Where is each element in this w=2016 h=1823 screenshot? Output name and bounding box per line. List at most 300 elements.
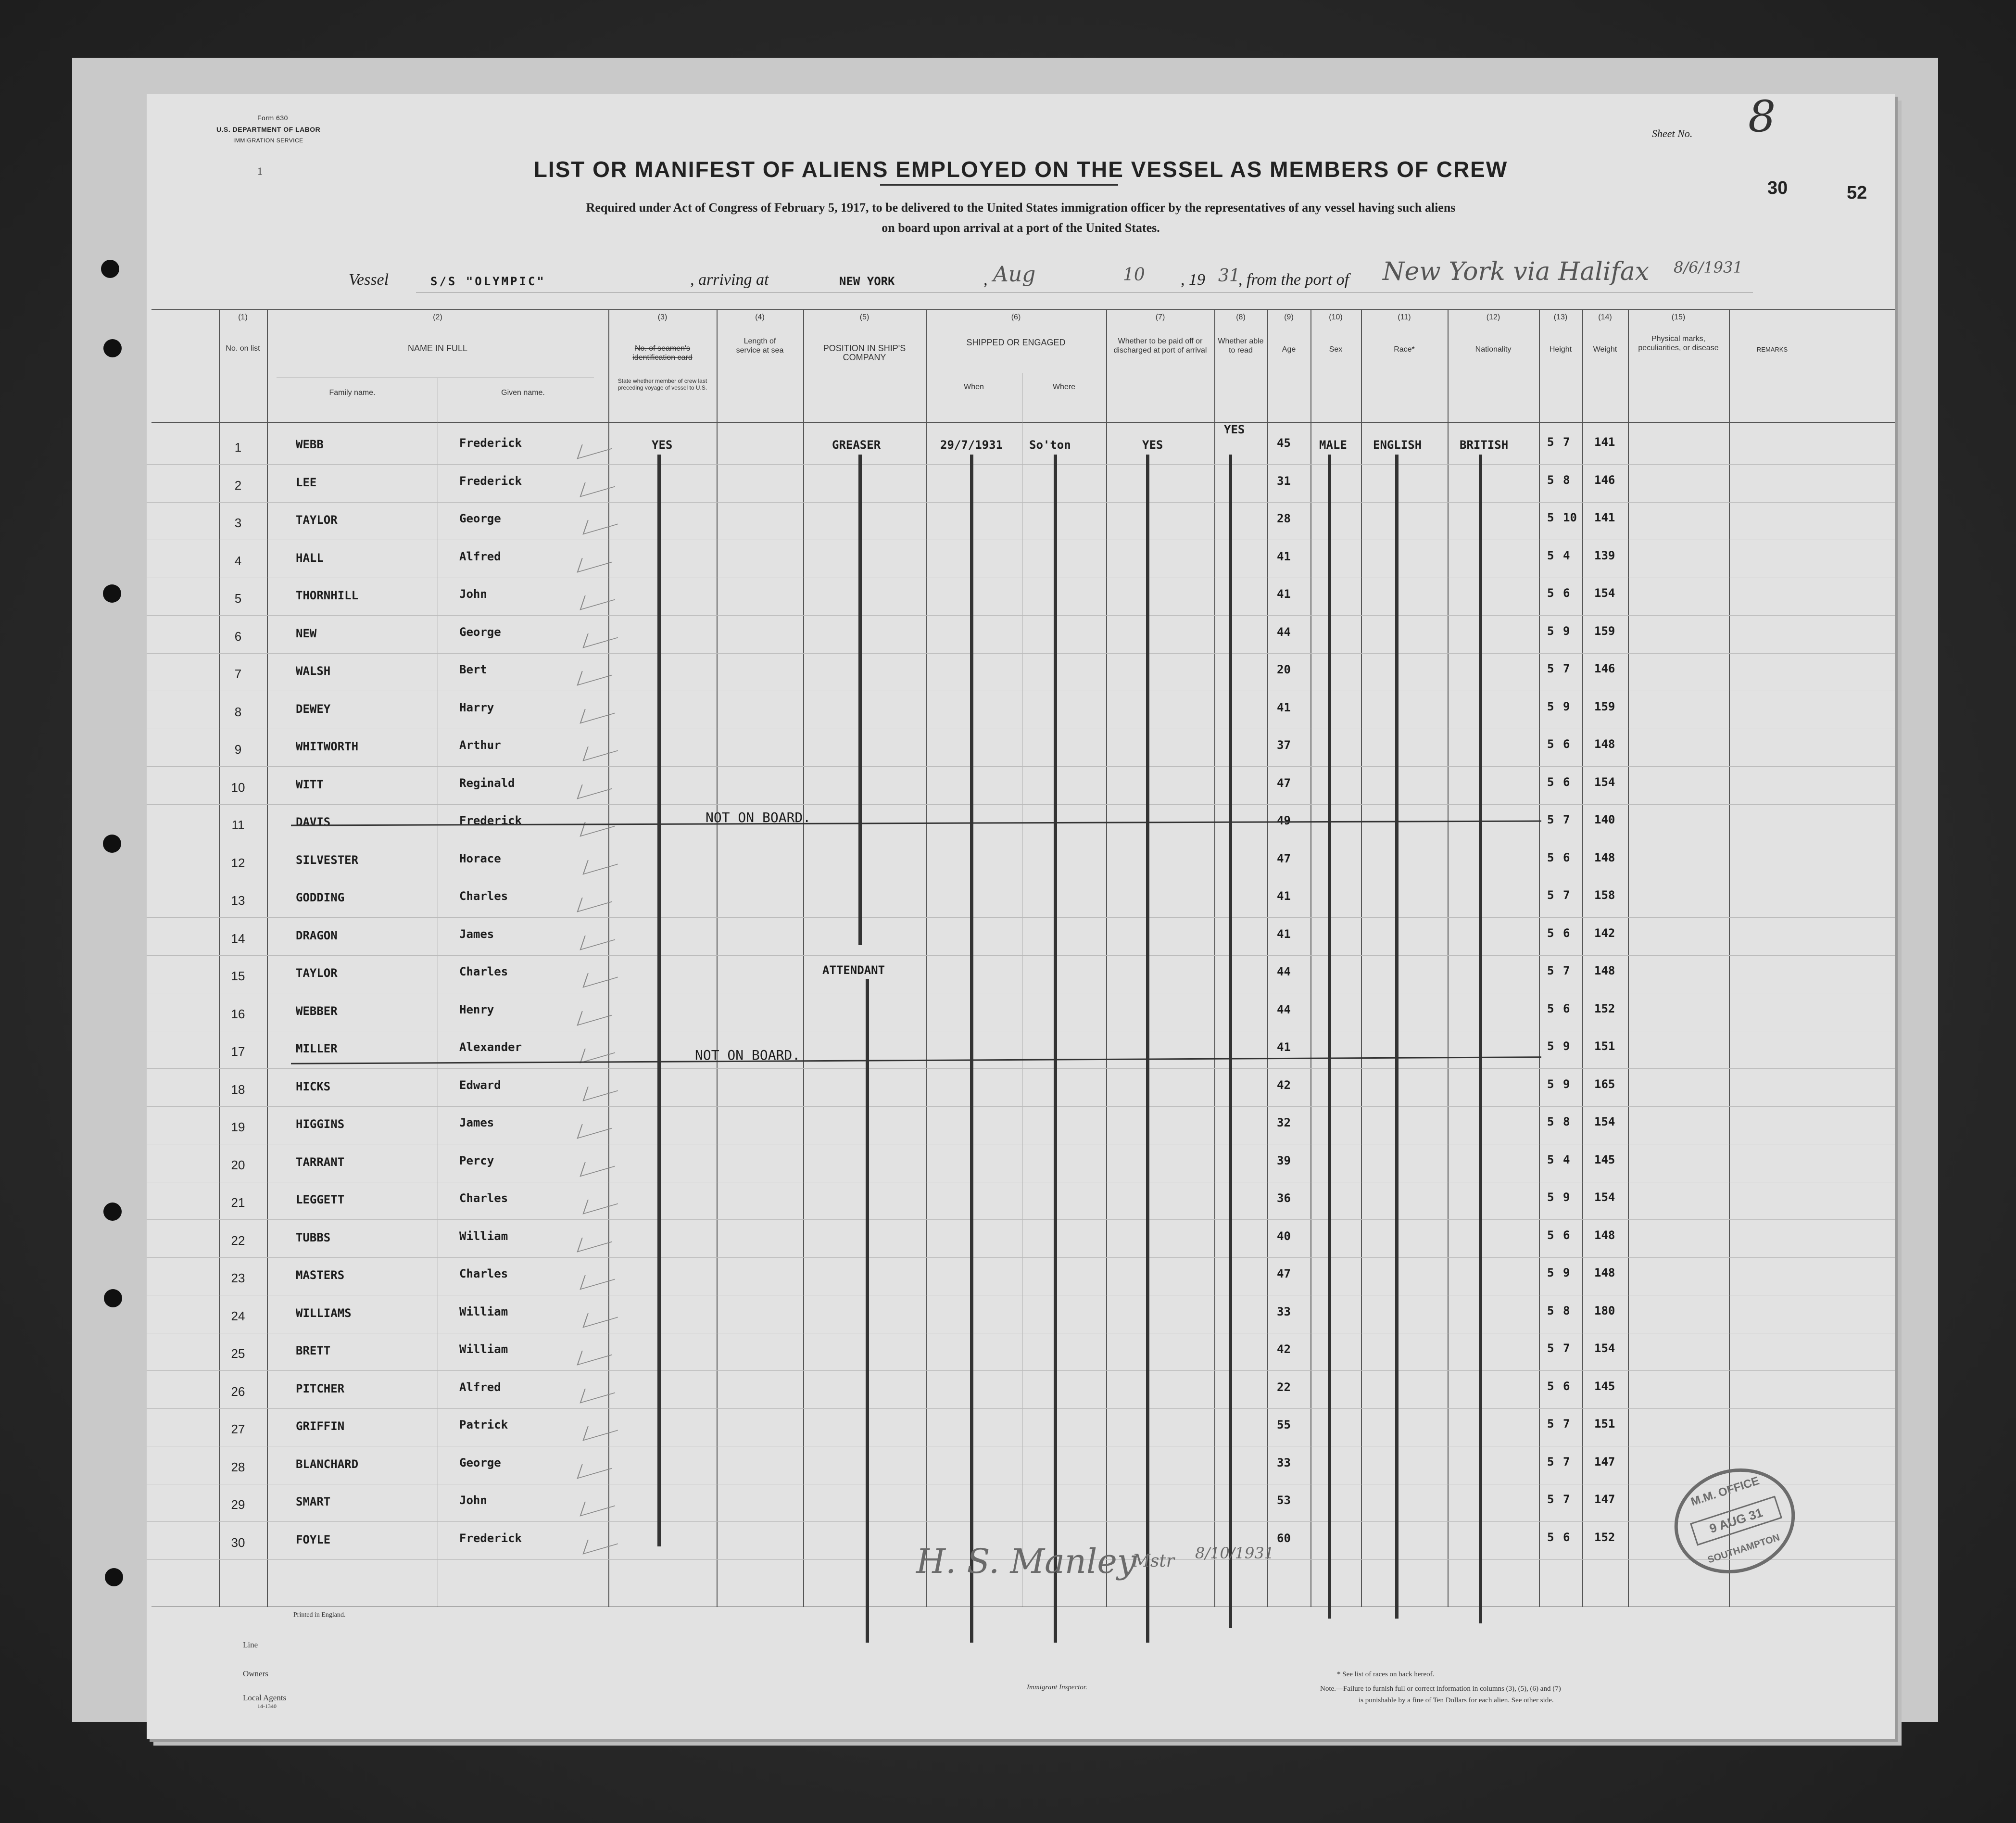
given-name: John xyxy=(459,587,487,601)
subtitle-line-1: Required under Act of Congress of February 5, 1917, to be delivered to the United States immigration officer by the representatives of any vessel having such aliens xyxy=(586,201,1456,215)
family-name: THORNHILL xyxy=(296,589,359,602)
col-line xyxy=(1539,309,1540,1607)
weight: 154 xyxy=(1594,775,1615,789)
check-mark-icon xyxy=(580,1152,619,1177)
weight: 141 xyxy=(1594,435,1615,449)
age: 42 xyxy=(1277,1342,1291,1356)
given-name: Reginald xyxy=(459,776,515,790)
check-mark-icon xyxy=(577,887,617,912)
age: 41 xyxy=(1277,549,1291,563)
weight: 142 xyxy=(1594,926,1615,940)
given-name: Patrick xyxy=(459,1418,508,1431)
weight: 159 xyxy=(1594,699,1615,713)
col-line xyxy=(608,309,609,1607)
height-inches: 7 xyxy=(1563,662,1570,675)
check-mark-icon xyxy=(582,1076,622,1101)
not-on-board-note: NOT ON BOARD. xyxy=(706,810,811,825)
weight: 147 xyxy=(1594,1455,1615,1469)
height-feet: 5 xyxy=(1547,1077,1554,1091)
punch-hole xyxy=(105,1568,123,1586)
footer-agents-label: Local Agents xyxy=(243,1693,287,1702)
col-3-note: State whether member of crew last preceding voyage of vessel to U.S. xyxy=(617,378,707,391)
weight: 140 xyxy=(1594,813,1615,826)
col-6-number: (6) xyxy=(1011,313,1021,321)
row-number: 24 xyxy=(231,1308,245,1323)
given-name: Henry xyxy=(459,1002,494,1016)
given-name: Charles xyxy=(459,889,508,903)
given-name: William xyxy=(459,1342,508,1356)
height-feet: 5 xyxy=(1547,1342,1554,1355)
age: 33 xyxy=(1277,1456,1291,1469)
department: U.S. DEPARTMENT OF LABOR xyxy=(216,126,321,133)
row-number: 20 xyxy=(231,1157,245,1172)
col-15-header: Physical marks, peculiarities, or disease xyxy=(1638,335,1719,352)
from-date: 8/6/1931 xyxy=(1674,258,1743,277)
height-feet: 5 xyxy=(1547,1455,1554,1469)
row-rule xyxy=(147,615,1895,616)
age: 49 xyxy=(1277,814,1291,827)
paid-off-value: YES xyxy=(1142,438,1163,452)
height-feet: 5 xyxy=(1547,775,1554,789)
height-inches: 9 xyxy=(1563,1190,1570,1204)
weight: 148 xyxy=(1594,737,1615,751)
height-inches: 6 xyxy=(1563,737,1570,751)
corner-number-b: 52 xyxy=(1847,183,1867,203)
weight: 148 xyxy=(1594,1228,1615,1242)
height-feet: 5 xyxy=(1547,813,1554,826)
row-number: 17 xyxy=(231,1044,245,1059)
family-name: BLANCHARD xyxy=(296,1457,359,1471)
age: 40 xyxy=(1277,1229,1291,1243)
col-line xyxy=(1214,309,1215,1607)
title-underline xyxy=(880,184,1118,186)
row-number: 7 xyxy=(234,667,242,681)
office-stamp xyxy=(1661,1453,1809,1589)
check-mark-icon xyxy=(582,1530,622,1554)
height-inches: 9 xyxy=(1563,699,1570,713)
check-mark-icon xyxy=(577,1114,617,1139)
height-inches: 7 xyxy=(1563,964,1570,977)
weight: 148 xyxy=(1594,964,1615,977)
given-name: Frederick xyxy=(459,436,522,450)
ditto-line xyxy=(657,455,661,1546)
not-on-board-note: NOT ON BOARD. xyxy=(695,1047,801,1063)
row-number: 30 xyxy=(231,1535,245,1550)
position-value: GREASER xyxy=(832,438,881,452)
col-3-number: (3) xyxy=(657,313,668,321)
given-name: Harry xyxy=(459,700,494,714)
height-inches: 6 xyxy=(1563,1379,1570,1393)
signature-date: 8/10/1931 xyxy=(1195,1544,1274,1562)
row-number: 8 xyxy=(234,704,242,719)
col-14-header: Weight xyxy=(1593,345,1617,354)
age: 53 xyxy=(1277,1494,1291,1507)
height-feet: 5 xyxy=(1547,511,1554,524)
age: 55 xyxy=(1277,1418,1291,1431)
check-mark-icon xyxy=(580,1265,619,1290)
col-line xyxy=(1729,309,1730,1607)
weight: 154 xyxy=(1594,1342,1615,1355)
arriving-label: , arriving at xyxy=(690,271,769,289)
sex-value: MALE xyxy=(1319,438,1347,452)
given-name: Alfred xyxy=(459,549,501,563)
family-name: BRETT xyxy=(296,1344,331,1357)
family-name: SILVESTER xyxy=(296,853,359,867)
row-number: 26 xyxy=(231,1384,245,1399)
col-line xyxy=(1582,309,1583,1607)
punch-hole xyxy=(103,584,121,603)
family-name: HIGGINS xyxy=(296,1117,345,1131)
height-inches: 7 xyxy=(1563,1417,1570,1431)
weight: 146 xyxy=(1594,662,1615,675)
row-rule xyxy=(147,653,1895,654)
col-10-header: Sex xyxy=(1329,345,1343,354)
age: 47 xyxy=(1277,1267,1291,1280)
col-line xyxy=(1106,309,1107,1607)
master-signature: H. S. Manley xyxy=(916,1542,1136,1581)
col-10-number: (10) xyxy=(1329,313,1343,321)
penalty-note-1: Note.—Failure to furnish full or correct information in columns (3), (5), (6) and (7) xyxy=(1320,1685,1561,1693)
ditto-line xyxy=(858,455,862,945)
able-to-read-value: YES xyxy=(1224,423,1245,436)
height-feet: 5 xyxy=(1547,1417,1554,1431)
check-mark-icon xyxy=(577,774,617,799)
row-number: 9 xyxy=(234,742,242,757)
col-6b-header: Where xyxy=(1052,383,1076,391)
weight: 148 xyxy=(1594,850,1615,864)
age: 28 xyxy=(1277,512,1291,525)
col-3-header: No. of seamen's identification card xyxy=(632,344,693,362)
col-12-number: (12) xyxy=(1486,313,1500,321)
row-number: 3 xyxy=(234,516,242,530)
age: 22 xyxy=(1277,1380,1291,1394)
row-rule xyxy=(147,1068,1895,1069)
vessel-name: S/S "OLYMPIC" xyxy=(430,275,546,288)
age: 44 xyxy=(1277,1002,1291,1016)
check-mark-icon xyxy=(577,661,617,685)
family-name: MASTERS xyxy=(296,1268,345,1282)
given-name: Bert xyxy=(459,663,487,676)
weight: 146 xyxy=(1594,473,1615,487)
height-inches: 8 xyxy=(1563,1304,1570,1317)
height-inches: 8 xyxy=(1563,473,1570,487)
arrival-month: Aug xyxy=(993,262,1036,287)
height-feet: 5 xyxy=(1547,1304,1554,1317)
arriving-port: NEW YORK xyxy=(839,275,895,288)
col-line xyxy=(267,309,268,1607)
age: 31 xyxy=(1277,474,1291,488)
col-13-number: (13) xyxy=(1553,313,1568,321)
check-mark-icon xyxy=(580,1038,619,1063)
given-name: Frederick xyxy=(459,474,522,488)
col-line xyxy=(803,309,804,1607)
height-feet: 5 xyxy=(1547,888,1554,902)
height-inches: 9 xyxy=(1563,1266,1570,1279)
height-inches: 6 xyxy=(1563,775,1570,789)
family-name: GRIFFIN xyxy=(296,1419,345,1433)
height-feet: 5 xyxy=(1547,1493,1554,1506)
subtitle-line-2: on board upon arrival at a port of the United States. xyxy=(882,221,1160,235)
manifest-page xyxy=(147,91,1895,1739)
height-inches: 6 xyxy=(1563,926,1570,940)
age: 20 xyxy=(1277,663,1291,676)
given-name: George xyxy=(459,1456,501,1469)
col-line xyxy=(1628,309,1629,1607)
family-name: TARRANT xyxy=(296,1155,345,1169)
weight: 180 xyxy=(1594,1304,1615,1317)
family-name: WITT xyxy=(296,777,324,791)
family-name: WEBBER xyxy=(296,1004,338,1018)
stamp-line-1: M.M. OFFICE xyxy=(1689,1474,1761,1509)
given-name: Frederick xyxy=(459,814,522,827)
row-rule xyxy=(147,766,1895,767)
height-inches: 7 xyxy=(1563,888,1570,902)
row-rule xyxy=(147,502,1895,503)
col-6-header: SHIPPED OR ENGAGED xyxy=(966,338,1066,347)
height-inches: 9 xyxy=(1563,624,1570,638)
immigrant-inspector-label: Immigrant Inspector. xyxy=(1027,1684,1087,1691)
height-feet: 5 xyxy=(1547,624,1554,638)
row-rule xyxy=(147,1521,1895,1522)
check-mark-icon xyxy=(577,548,617,572)
weight: 141 xyxy=(1594,511,1615,524)
row-number: 4 xyxy=(234,553,242,568)
margin-mark: 1 xyxy=(257,165,263,177)
height-inches: 8 xyxy=(1563,1115,1570,1128)
height-inches: 4 xyxy=(1563,548,1570,562)
weight: 159 xyxy=(1594,624,1615,638)
row-number: 15 xyxy=(231,969,245,983)
age: 39 xyxy=(1277,1153,1291,1167)
family-name: TAYLOR xyxy=(296,966,338,980)
family-name: GODDING xyxy=(296,891,345,904)
row-number: 10 xyxy=(231,780,245,795)
age: 37 xyxy=(1277,738,1291,752)
given-name: Charles xyxy=(459,1267,508,1280)
age: 32 xyxy=(1277,1116,1291,1129)
height-feet: 5 xyxy=(1547,1530,1554,1544)
given-name: Horace xyxy=(459,851,501,865)
height-feet: 5 xyxy=(1547,926,1554,940)
given-name: George xyxy=(459,512,501,525)
row-number: 13 xyxy=(231,893,245,908)
height-feet: 5 xyxy=(1547,1115,1554,1128)
table-top-rule xyxy=(151,309,1895,310)
row-rule xyxy=(147,917,1895,918)
weight: 145 xyxy=(1594,1152,1615,1166)
ditto-line xyxy=(1146,455,1149,1643)
weight: 152 xyxy=(1594,1530,1615,1544)
row-rule xyxy=(147,1370,1895,1371)
weight: 154 xyxy=(1594,586,1615,600)
height-feet: 5 xyxy=(1547,473,1554,487)
service: IMMIGRATION SERVICE xyxy=(233,137,303,144)
height-feet: 5 xyxy=(1547,850,1554,864)
height-inches: 10 xyxy=(1563,511,1577,524)
check-mark-icon xyxy=(580,472,619,497)
height-inches: 9 xyxy=(1563,1039,1570,1053)
height-feet: 5 xyxy=(1547,1001,1554,1015)
height-feet: 5 xyxy=(1547,1190,1554,1204)
height-feet: 5 xyxy=(1547,662,1554,675)
footer-owners-label: Owners xyxy=(243,1669,268,1678)
row-number: 1 xyxy=(234,440,242,455)
row-number: 23 xyxy=(231,1271,245,1285)
weight: 158 xyxy=(1594,888,1615,902)
weight: 145 xyxy=(1594,1379,1615,1393)
given-name: James xyxy=(459,927,494,941)
nationality-value: BRITISH xyxy=(1460,438,1509,452)
check-mark-icon xyxy=(577,1001,617,1025)
form-number: Form 630 xyxy=(257,114,288,122)
given-name: James xyxy=(459,1116,494,1129)
row-rule xyxy=(147,955,1895,956)
col-9-number: (9) xyxy=(1284,313,1294,321)
given-name: George xyxy=(459,625,501,639)
col-line xyxy=(219,309,220,1607)
col-9-header: Age xyxy=(1282,345,1296,354)
col-11-number: (11) xyxy=(1398,313,1411,321)
row-number: 27 xyxy=(231,1422,245,1436)
weight: 148 xyxy=(1594,1266,1615,1279)
given-name: Edward xyxy=(459,1078,501,1092)
check-mark-icon xyxy=(582,963,622,987)
penalty-note-2: is punishable by a fine of Ten Dollars for each alien. See other side. xyxy=(1359,1696,1554,1704)
check-mark-icon xyxy=(582,1416,622,1441)
row-rule xyxy=(147,1408,1895,1409)
age: 41 xyxy=(1277,889,1291,903)
col-line xyxy=(1310,309,1311,1607)
master-title: Mstr xyxy=(1133,1551,1175,1571)
height-feet: 5 xyxy=(1547,1039,1554,1053)
row-number: 18 xyxy=(231,1082,245,1097)
col-line xyxy=(717,309,718,1607)
check-mark-icon xyxy=(580,1492,619,1516)
check-mark-icon xyxy=(577,1454,617,1479)
age: 60 xyxy=(1277,1531,1291,1545)
weight: 151 xyxy=(1594,1039,1615,1053)
strike-through-line xyxy=(291,1056,1541,1064)
row-number: 11 xyxy=(231,818,245,832)
height-inches: 6 xyxy=(1563,850,1570,864)
col-4-number: (4) xyxy=(755,313,765,321)
page-title: LIST OR MANIFEST OF ALIENS EMPLOYED ON THE VESSEL AS MEMBERS OF CREW xyxy=(533,157,1508,182)
check-mark-icon xyxy=(582,736,622,761)
given-name: Alexander xyxy=(459,1040,522,1054)
age: 33 xyxy=(1277,1304,1291,1318)
height-inches: 6 xyxy=(1563,1001,1570,1015)
age: 36 xyxy=(1277,1191,1291,1205)
check-mark-icon xyxy=(582,850,622,874)
family-name: WALSH xyxy=(296,664,331,678)
col-2-number: (2) xyxy=(433,313,442,321)
year-prefix: , 19 xyxy=(1181,271,1205,289)
height-inches: 6 xyxy=(1563,586,1570,600)
row-rule xyxy=(147,1257,1895,1258)
col-11-header: Race* xyxy=(1394,345,1415,354)
ditto-line xyxy=(866,979,869,1643)
col-5-number: (5) xyxy=(859,313,869,321)
family-name: HICKS xyxy=(296,1079,331,1093)
row-number: 28 xyxy=(231,1459,245,1474)
weight: 151 xyxy=(1594,1417,1615,1431)
given-name: William xyxy=(459,1304,508,1318)
ditto-line xyxy=(1395,455,1399,1619)
col-16-header: REMARKS xyxy=(1756,346,1788,353)
family-name: DAVIS xyxy=(296,815,331,829)
from-port: New York via Halifax xyxy=(1383,257,1650,286)
given-name: Charles xyxy=(459,1191,508,1205)
year-suffix: 31 xyxy=(1218,266,1240,286)
row-number: 21 xyxy=(231,1195,245,1210)
height-feet: 5 xyxy=(1547,699,1554,713)
col-14-number: (14) xyxy=(1598,313,1612,321)
check-mark-icon xyxy=(577,434,617,459)
sheet-number: 8 xyxy=(1748,91,1776,142)
row-number: 29 xyxy=(231,1497,245,1512)
row-number: 5 xyxy=(234,591,242,606)
family-name: LEGGETT xyxy=(296,1193,345,1206)
age: 45 xyxy=(1277,436,1291,450)
check-mark-icon xyxy=(582,510,622,534)
punch-hole xyxy=(104,1289,122,1307)
col-13-header: Height xyxy=(1549,345,1572,354)
shipped-where-value: So'ton xyxy=(1029,438,1071,452)
shipped-when-value: 29/7/1931 xyxy=(940,438,1003,452)
height-feet: 5 xyxy=(1547,1266,1554,1279)
punch-hole xyxy=(103,339,122,357)
stamp-line-3: SOUTHAMPTON xyxy=(1706,1532,1781,1566)
family-name: WHITWORTH xyxy=(296,740,359,753)
given-name: Arthur xyxy=(459,738,501,752)
row-number: 6 xyxy=(234,629,242,644)
check-mark-icon xyxy=(582,1190,622,1214)
row-number: 22 xyxy=(231,1233,245,1248)
col-line xyxy=(926,309,927,1607)
age: 41 xyxy=(1277,587,1291,601)
age: 41 xyxy=(1277,1040,1291,1054)
height-feet: 5 xyxy=(1547,964,1554,977)
given-name: William xyxy=(459,1229,508,1243)
vessel-label: Vessel xyxy=(349,271,389,289)
age: 41 xyxy=(1277,927,1291,941)
height-feet: 5 xyxy=(1547,1379,1554,1393)
height-feet: 5 xyxy=(1547,1228,1554,1242)
height-feet: 5 xyxy=(1547,1152,1554,1166)
punch-hole xyxy=(101,260,119,278)
height-inches: 9 xyxy=(1563,1077,1570,1091)
col-line xyxy=(1448,309,1449,1607)
attendant-position: ATTENDANT xyxy=(822,963,885,977)
col-8-number: (8) xyxy=(1236,313,1246,321)
weight: 165 xyxy=(1594,1077,1615,1091)
given-name: Percy xyxy=(459,1153,494,1167)
family-name: DRAGON xyxy=(296,928,338,942)
age: 44 xyxy=(1277,965,1291,978)
col-12-header: Nationality xyxy=(1475,345,1512,354)
row-number: 19 xyxy=(231,1120,245,1134)
height-feet: 5 xyxy=(1547,586,1554,600)
family-name: TAYLOR xyxy=(296,513,338,527)
height-inches: 6 xyxy=(1563,1228,1570,1242)
height-feet: 5 xyxy=(1547,737,1554,751)
col-line xyxy=(1361,309,1362,1607)
age: 41 xyxy=(1277,700,1291,714)
family-name: MILLER xyxy=(296,1042,338,1055)
sheet-label: Sheet No. xyxy=(1652,127,1693,139)
check-mark-icon xyxy=(582,623,622,648)
footer-code: 14-1340 xyxy=(257,1703,277,1709)
